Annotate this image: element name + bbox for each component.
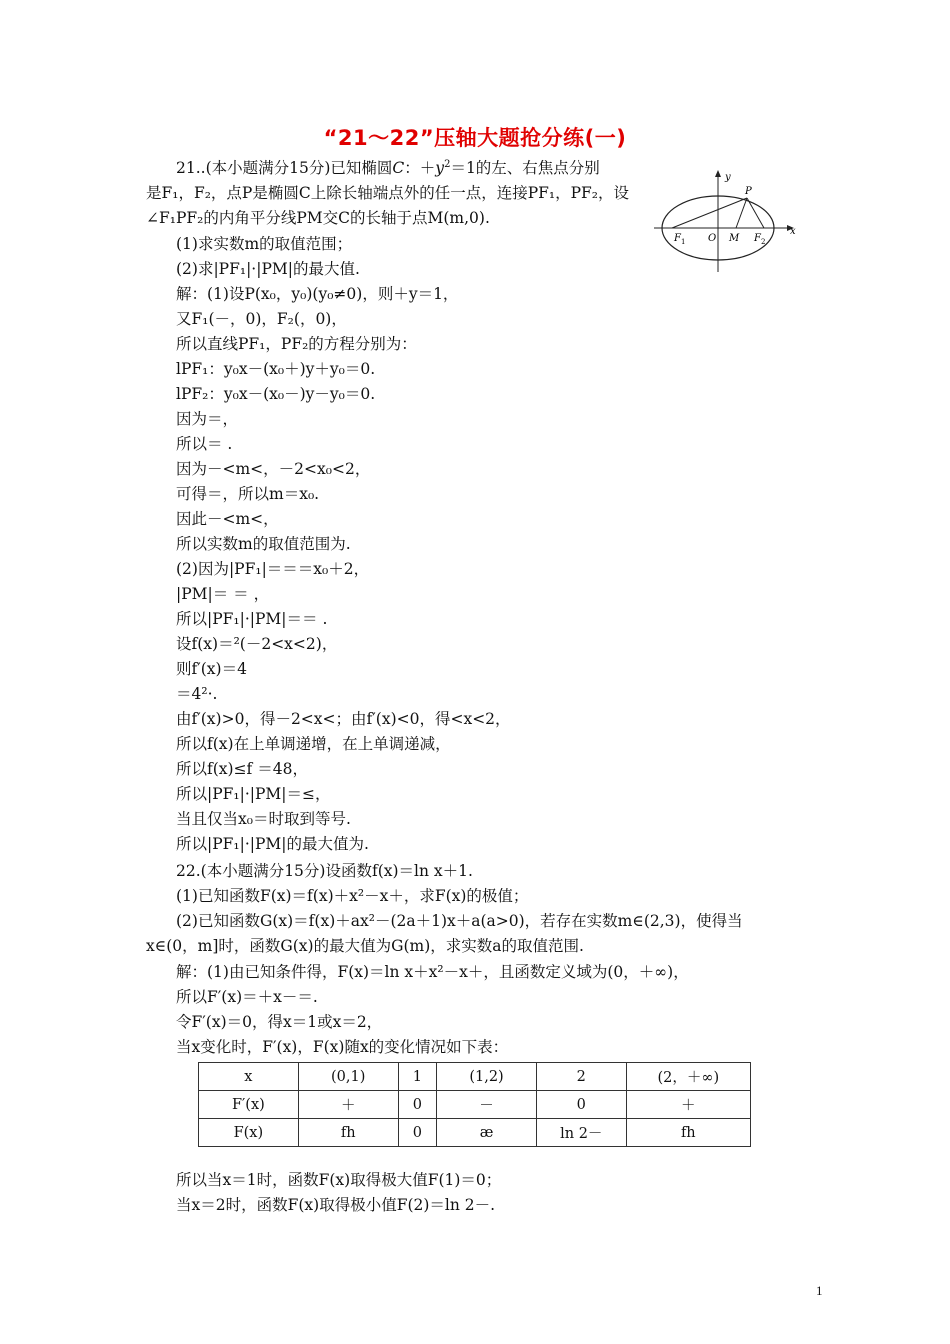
segment-pf2 xyxy=(747,198,764,228)
q21-solution-line: 设f(x)＝²(－2<x<2)， xyxy=(176,635,338,653)
q21-solution-line: 所以f(x)≤f ＝48， xyxy=(176,760,308,778)
q21-solution-line: lPF₂：y₀x－(x₀－)y－y₀＝0. xyxy=(176,385,376,403)
q22-stem: 22.(本小题满分15分)设函数f(x)＝ln x＋1. xyxy=(176,862,473,880)
label-o: O xyxy=(708,233,717,244)
q21-solution-line: 所以|PF₁|·|PM|＝＝ . xyxy=(176,610,328,628)
table-cell: fh xyxy=(298,1119,398,1147)
label-m: M xyxy=(729,233,740,244)
q21-solution-line: 所以f(x)在上单调递增，在上单调递减， xyxy=(176,735,451,753)
table-cell: (2，＋∞) xyxy=(626,1063,750,1091)
table-row xyxy=(199,1063,751,1091)
table-row xyxy=(199,1119,751,1147)
label-p: P xyxy=(745,186,752,197)
label-f1: F xyxy=(674,233,681,244)
segment-pm xyxy=(736,198,747,228)
q22-solution-line4: 当x变化时，F′(x)，F(x)随x的变化情况如下表： xyxy=(176,1038,509,1056)
q21-solution-line: 则f′(x)＝4 xyxy=(176,660,247,678)
ellipse-figure xyxy=(650,168,800,278)
q22-sub1: (1)已知函数F(x)＝f(x)＋x²－x＋，求F(x)的极值； xyxy=(176,887,529,905)
label-x: x xyxy=(790,226,796,237)
q21-solution-line: lPF₁：y₀x－(x₀＋)y＋y₀＝0. xyxy=(176,360,376,378)
q21-solution-line: ＝4²·. xyxy=(176,685,218,703)
table-cell: 2 xyxy=(536,1063,626,1091)
q21-solution-line: 所以实数m的取值范围为. xyxy=(176,535,351,553)
q21-stem-line3: ∠F₁PF₂的内角平分线PM交C的长轴于点M(m,0). xyxy=(146,209,490,227)
label-y: y xyxy=(725,172,731,183)
table-cell: (1,2) xyxy=(437,1063,537,1091)
label-f2: F xyxy=(754,233,761,244)
q21-solution-line: 所以＝ . xyxy=(176,435,233,453)
q21-solution-line: (2)因为|PF₁|＝＝＝x₀＋2， xyxy=(176,560,370,578)
q21-sub1: (1)求实数m的取值范围； xyxy=(176,235,353,253)
table-cell: － xyxy=(437,1091,537,1119)
table-cell: fh xyxy=(626,1119,750,1147)
variation-table xyxy=(198,1062,751,1147)
q21-solution-line: 所以|PF₁|·|PM|的最大值为. xyxy=(176,835,369,853)
q21-solution-line: 解：(1)设P(x₀，y₀)(y₀≠0)，则＋y＝1， xyxy=(176,285,459,303)
table-cell: 0 xyxy=(536,1091,626,1119)
q21-solution-line: 所以|PF₁|·|PM|＝≤， xyxy=(176,785,331,803)
q21-solution-line: 可得＝，所以m＝x₀. xyxy=(176,485,320,503)
label-f2-sub: 2 xyxy=(761,238,766,246)
page-title: “21～22”压轴大题抢分练(一) xyxy=(323,126,627,150)
q21-solution-line: 所以直线PF₁，PF₂的方程分别为： xyxy=(176,335,417,353)
q22-solution-line3: 令F′(x)＝0，得x＝1或x＝2， xyxy=(176,1013,383,1031)
table-row xyxy=(199,1091,751,1119)
q21-solution-line: |PM|＝ ＝ ， xyxy=(176,585,270,603)
table-cell: F′(x) xyxy=(199,1091,299,1119)
q21-stem-line1: 21..(本小题满分15分)已知椭圆C：$+y^2=1$的左、右焦点分别 xyxy=(176,158,600,177)
table-cell: æ xyxy=(437,1119,537,1147)
table-cell: ＋ xyxy=(298,1091,398,1119)
q21-solution-line: 因此－<m<， xyxy=(176,510,279,528)
q22-sub2-line1: (2)已知函数G(x)＝f(x)＋ax²－(2a＋1)x＋a(a>0)，若存在实数m∈(2,3)，使得当 xyxy=(176,912,743,930)
q21-solution-line: 由f′(x)>0，得－2<x<；由f′(x)<0，得<x<2， xyxy=(176,710,511,728)
page-number: 1 xyxy=(816,1283,823,1298)
y-axis-arrow xyxy=(715,170,721,177)
q21-solution-line: 当且仅当x₀＝时取到等号. xyxy=(176,810,351,828)
table-cell: ＋ xyxy=(626,1091,750,1119)
q21-sub2: (2)求|PF₁|·|PM|的最大值. xyxy=(176,260,360,278)
table-cell: 0 xyxy=(398,1091,436,1119)
q22-solution-line1: 解：(1)由已知条件得，F(x)＝ln x＋x²－x＋，且函数定义域为(0，＋∞)， xyxy=(176,963,689,981)
q21-solution-line: 又F₁(－，0)，F₂(，0)， xyxy=(176,310,347,328)
q21-solution-line: 因为＝， xyxy=(176,410,239,428)
table-cell: 1 xyxy=(398,1063,436,1091)
q22-sub2-line2: x∈(0，m]时，函数G(x)的最大值为G(m)，求实数a的取值范围. xyxy=(146,937,584,955)
table-cell: F(x) xyxy=(199,1119,299,1147)
q22-solution-line2: 所以F′(x)＝＋x－＝. xyxy=(176,988,318,1006)
table-cell: 0 xyxy=(398,1119,436,1147)
table-cell: ln 2－ xyxy=(536,1119,626,1147)
q22-solution-line5: 所以当x＝1时，函数F(x)取得极大值F(1)＝0； xyxy=(176,1171,502,1189)
q22-solution-line6: 当x＝2时，函数F(x)取得极小值F(2)＝ln 2－. xyxy=(176,1196,496,1214)
q21-stem-line2: 是F₁，F₂，点P是椭圆C上除长轴端点外的任一点，连接PF₁，PF₂，设 xyxy=(146,184,630,202)
q21-solution-line: 因为－<m<，－2<x₀<2， xyxy=(176,460,371,478)
table-cell: x xyxy=(199,1063,299,1091)
label-f1-sub: 1 xyxy=(681,238,686,246)
table-cell: (0,1) xyxy=(298,1063,398,1091)
